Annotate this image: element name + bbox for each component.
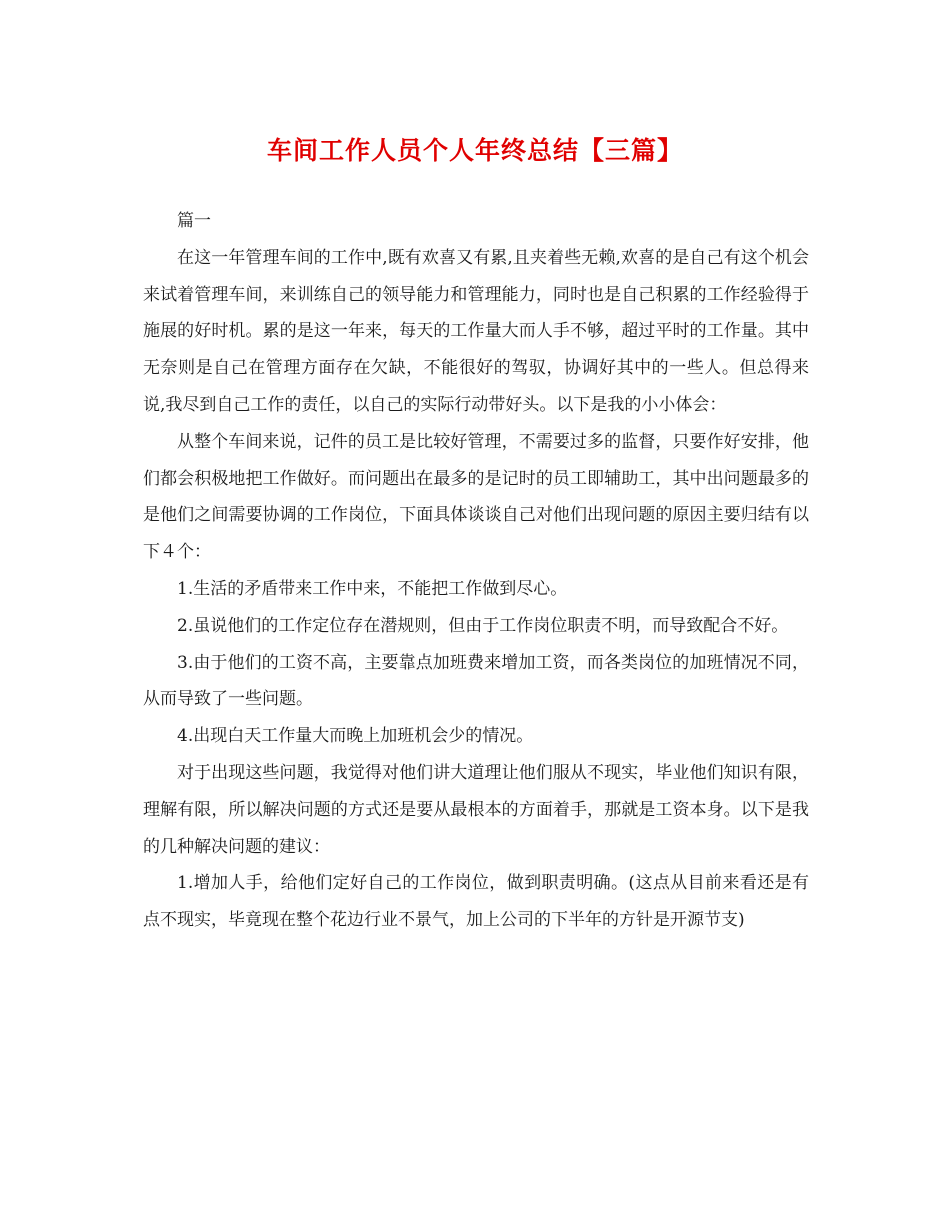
body-paragraph: 在这一年管理车间的工作中,既有欢喜又有累,且夹着些无赖,欢喜的是自己有这个机会来试着管理车间，来训练自己的领导能力和管理能力，同时也是自己积累的工作经验得于施展的好时机。累的是这一年来，每天的工作量大而人手不够，超过平时的工作量。其中无奈则是自己在管理方面存在欠缺，不能很好的驾驭，协调好其中的一些人。但总得来说,我尽到自己工作的责任，以自己的实际行动带好头。以下是我的小小体会：: [143, 247, 809, 415]
list-item: 4.出现白天工作量大而晚上加班机会少的情况。: [177, 726, 534, 747]
document-body: [143, 203, 809, 939]
list-item: 1.增加人手，给他们定好自己的工作岗位，做到职责明确。(这点从目前来看还是有点不现实，毕竟现在整个花边行业不景气，加上公司的下半年的方针是开源节支): [143, 873, 809, 931]
list-item: 3.由于他们的工资不高，主要靠点加班费来增加工资，而各类岗位的加班情况不同，从而导致了一些问题。: [143, 652, 809, 710]
section-heading: 篇一: [177, 211, 211, 231]
list-item: 1.生活的矛盾带来工作中来，不能把工作做到尽心。: [177, 578, 568, 599]
document-title: 车间工作人员个人年终总结【三篇】: [266, 136, 683, 165]
body-paragraph: 对于出现这些问题，我觉得对他们讲大道理让他们服从不现实，毕业他们知识有限，理解有限，所以解决问题的方式还是要从最根本的方面着手，那就是工资本身。以下是我的几种解决问题的建议：: [143, 762, 809, 857]
body-paragraph: 从整个车间来说，记件的员工是比较好管理，不需要过多的监督，只要作好安排，他们都会积极地把工作做好。而问题出在最多的是记时的员工即辅助工，其中出问题最多的是他们之间需要协调的工作岗位，下面具体谈谈自己对他们出现问题的原因主要归结有以下４个：: [143, 431, 809, 563]
list-item: 2.虽说他们的工作定位存在潜规则，但由于工作岗位职责不明，而导致配合不好。: [177, 615, 789, 636]
